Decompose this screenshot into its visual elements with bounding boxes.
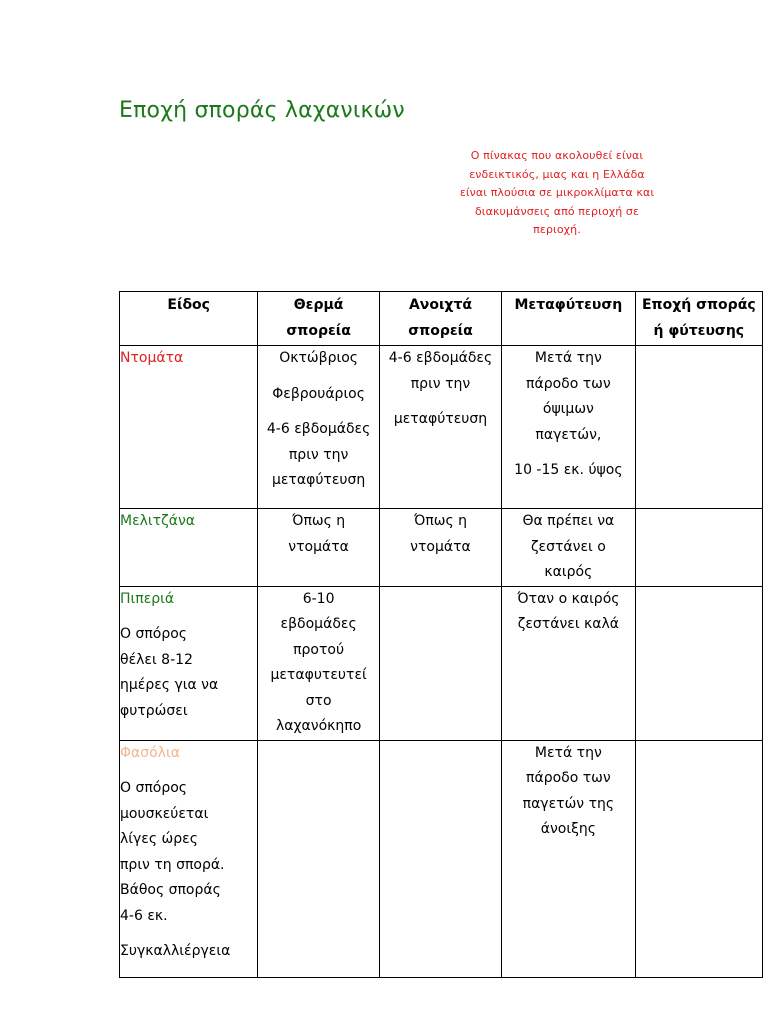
cell-season [635,740,762,977]
note-line: είναι πλούσια σε μικροκλίματα και [459,186,655,199]
cell-line: ντομάτα [288,538,349,555]
cell-line: μεταφυτευτεί [270,667,367,683]
cell-open [379,346,501,509]
cell-line: θέλει 8-12 [120,651,193,668]
cell-line: ζεστάνει καλά [517,616,620,632]
cell-line: πάροδο των [526,375,611,392]
cell-line: 4-6 εκ. [120,907,168,924]
header-open-line-2: σπορεία [408,323,473,339]
cell-line: ζεστάνει ο [530,538,606,555]
cell-open [379,509,501,587]
note-line: Ο πίνακας που ακολουθεί είναι [470,149,644,162]
cell-line: 10 -15 εκ. ύψος [514,462,623,478]
cell-line: μουσκεύεται [120,805,209,822]
cell-line: Όταν ο καιρός [517,590,620,607]
table-row-beans [120,740,763,977]
cell-line: Συγκαλλιέργεια [120,943,231,959]
cell-line: προτού [293,641,345,658]
cell-line: λαχανόκηπο [275,718,362,734]
header-transplant: Μεταφύτευση [502,292,635,346]
header-warm-beds [258,292,379,346]
cell-kind [120,740,258,977]
header-warm-line-1: Θερμά [293,297,344,313]
page-title: Εποχή σποράς λαχανικών [119,98,405,123]
cell-line: παγετών, [535,426,602,443]
cell-open [379,586,501,740]
cell-line: μεταφύτευση [393,411,488,427]
cell-line: Όπως η [413,513,468,529]
cell-line: Μετά την [534,350,602,366]
cell-transplant [502,586,635,740]
cell-line: Όπως η [292,513,346,529]
header-kind: Είδος [120,292,258,346]
cell-season [635,509,762,587]
note-line: περιοχή. [533,223,581,236]
cell-kind [120,586,258,740]
header-open-line-1: Ανοιχτά [408,297,472,313]
cell-warm [258,346,379,509]
cell-kind [120,509,258,587]
cell-line: άνοιξης [540,821,596,837]
cell-line: Θα πρέπει να [522,513,615,529]
cell-kind [120,346,258,509]
cell-line: λίγες ώρες [120,831,198,847]
cell-line: Βάθος σποράς [120,882,221,898]
vegetable-name-beans: Φασόλια [120,744,180,761]
note-text [436,147,678,240]
table-row-eggplant [120,509,763,587]
cell-season [635,586,762,740]
cell-line: καιρός [544,564,593,580]
cell-line: πριν την [288,446,349,463]
cell-line: πριν την [410,375,471,392]
header-season-line-1: Εποχή σποράς [641,297,756,313]
header-season [635,292,762,346]
cell-transplant [502,346,635,509]
table-row-tomato [120,346,763,509]
vegetable-name-tomato: Ντομάτα [120,350,184,366]
cell-open [379,740,501,977]
cell-line: ημέρες για να [120,677,219,693]
cell-line: στο [305,692,332,709]
header-warm-line-2: σπορεία [286,323,351,339]
note-line: ενδεικτικός, μιας και η Ελλάδα [469,167,645,181]
cell-line: 4-6 εβδομάδες [388,350,493,366]
cell-warm [258,740,379,977]
cell-line: Φεβρουάριος [272,385,365,402]
cell-warm [258,509,379,587]
sowing-table [119,291,763,978]
cell-season [635,346,762,509]
cell-line: Οκτώβριος [279,350,358,366]
cell-line: Ο σπόρος [120,780,188,796]
cell-line: Ο σπόρος [120,626,188,642]
cell-line: παγετών της [522,795,615,812]
cell-line: ντομάτα [410,538,471,555]
header-open-beds [379,292,501,346]
table-header-row [120,292,763,346]
cell-line: μεταφύτευση [271,472,366,488]
vegetable-name-eggplant: Μελιτζάνα [120,513,195,529]
cell-line: 6-10 [302,590,335,607]
cell-line: πριν τη σπορά. [120,856,225,873]
cell-line: όψιμων [542,401,594,417]
cell-transplant [502,740,635,977]
table-row-pepper [120,586,763,740]
vegetable-name-pepper: Πιπεριά [120,590,175,607]
cell-warm [258,586,379,740]
header-season-line-2: ή φύτευσης [653,323,745,339]
cell-transplant [502,509,635,587]
cell-line: φυτρώσει [120,702,188,719]
cell-line: εβδομάδες [280,616,357,632]
note-line: διακυμάνσεις από περιοχή σε [474,204,640,218]
cell-line: 4-6 εβδομάδες [266,421,371,437]
cell-line: πάροδο των [526,770,611,786]
cell-line: Μετά την [534,744,602,761]
